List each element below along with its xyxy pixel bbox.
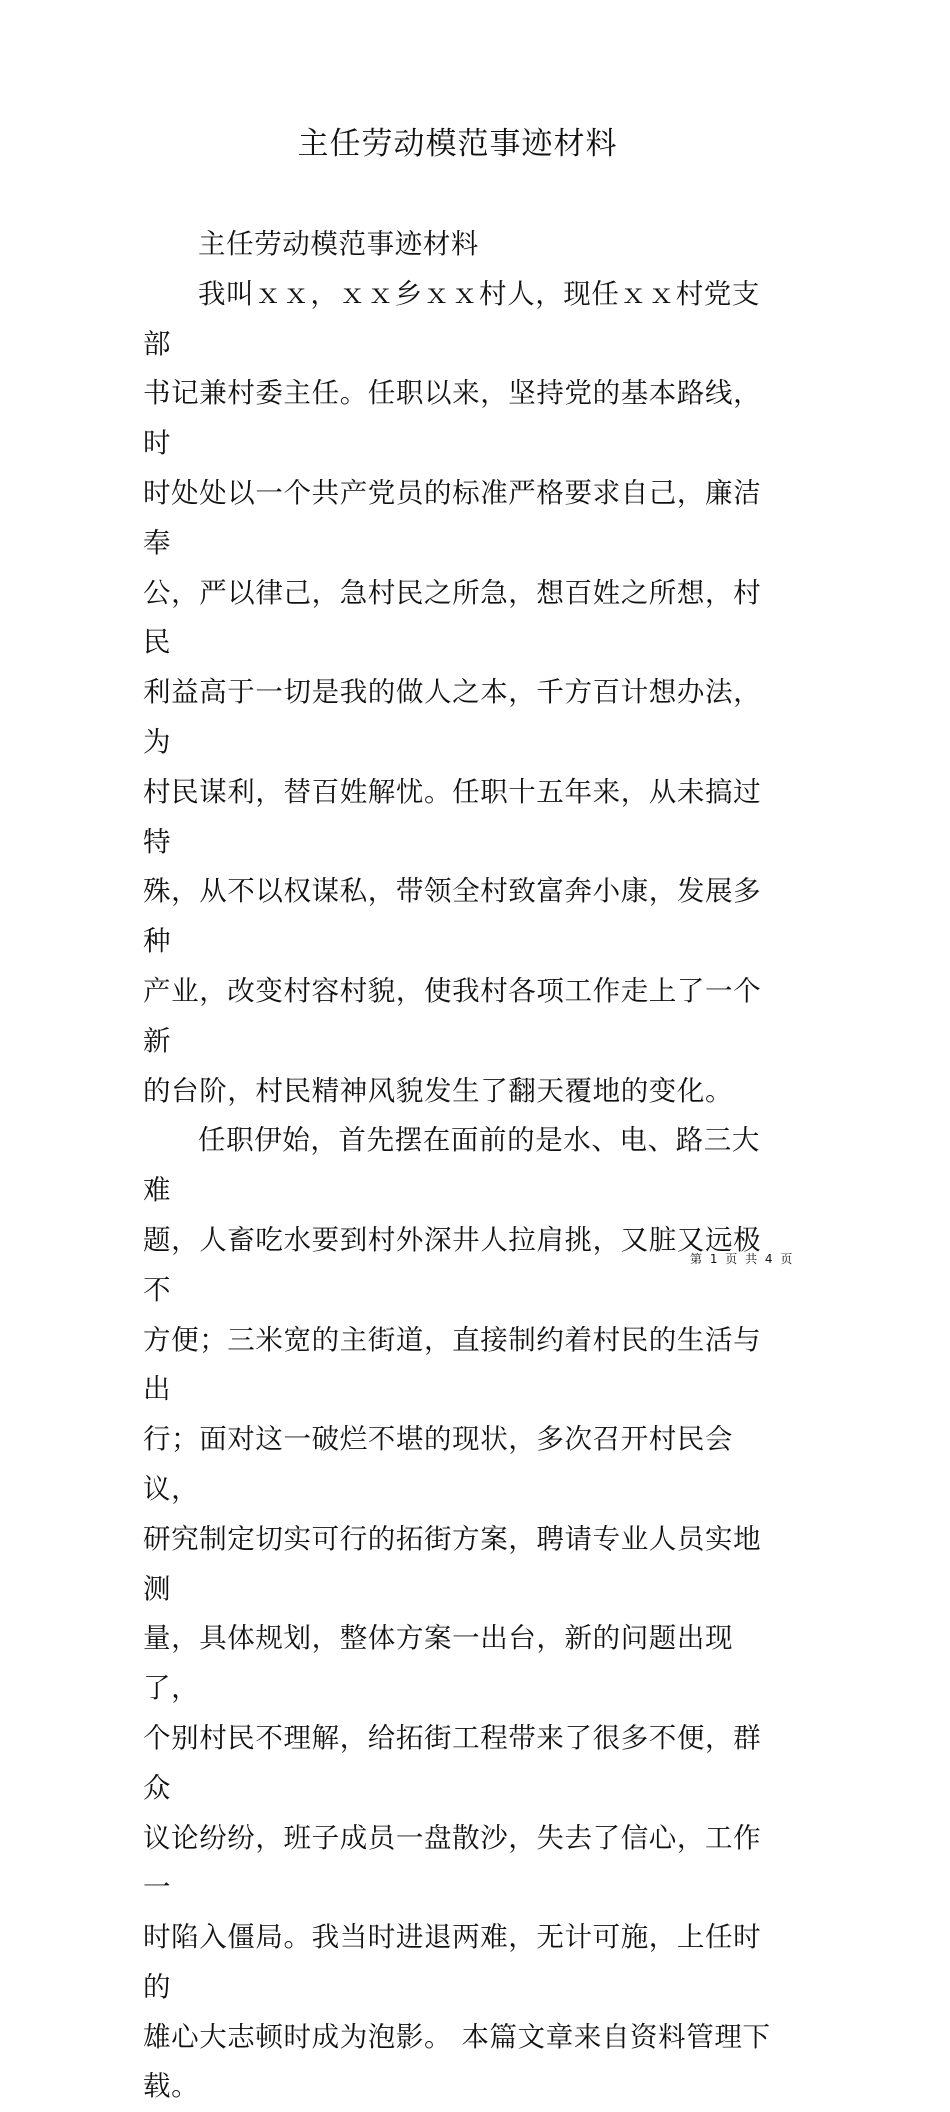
body-paragraph-1: 我叫ｘｘ，ｘｘ乡ｘｘ村人，现任ｘｘ村党支部 书记兼村委主任。任职以来，坚持党的基本路线，时 时处处以一个共产党员的标准严格要求自己，廉洁奉 公，严以律己，急村民之所急，想百姓之所想，村民 利益高于一切是我的做人之本，千方百计想办法，为 村民谋利，替百姓解忧。任职十五年来，从未搞过特 殊，从不以权谋私，带领全村致富奔小康，发展多种 产业，改变村容村貌，使我村各项工作走上了一个新 的台阶，村民精神风貌发生了翻天覆地的变化。 [143, 277, 762, 1107]
body-paragraph-2: 任职伊始，首先摆在面前的是水、电、路三大难 题，人畜吃水要到村外深井人拉肩挑，又脏又远极不 方便；三米宽的主街道，直接制约着村民的生活与出 行；面对这一破烂不堪的现状，多次召开村民会议， 研究制定切实可行的拓街方案，聘请专业人员实地测 量，具体规划，整体方案一出台，新的问题出现了， 个别村民不理解，给拓街工程带来了很多不便，群众 议论纷纷，班子成员一盘散沙，失去了信心，工作一 时陷入僵局。我当时进退两难，无计可施，上任时的 雄心大志顿时成为泡影。 本篇文章来自资料管理下载。 [143, 1124, 771, 2103]
subtitle-paragraph: 主任劳动模范事迹材料 [198, 228, 479, 260]
document-title: 主任劳动模范事迹材料 [297, 126, 618, 162]
page-number-footer: 第 1 页 共 4 页 [690, 1252, 795, 1266]
document-body [143, 220, 783, 2112]
